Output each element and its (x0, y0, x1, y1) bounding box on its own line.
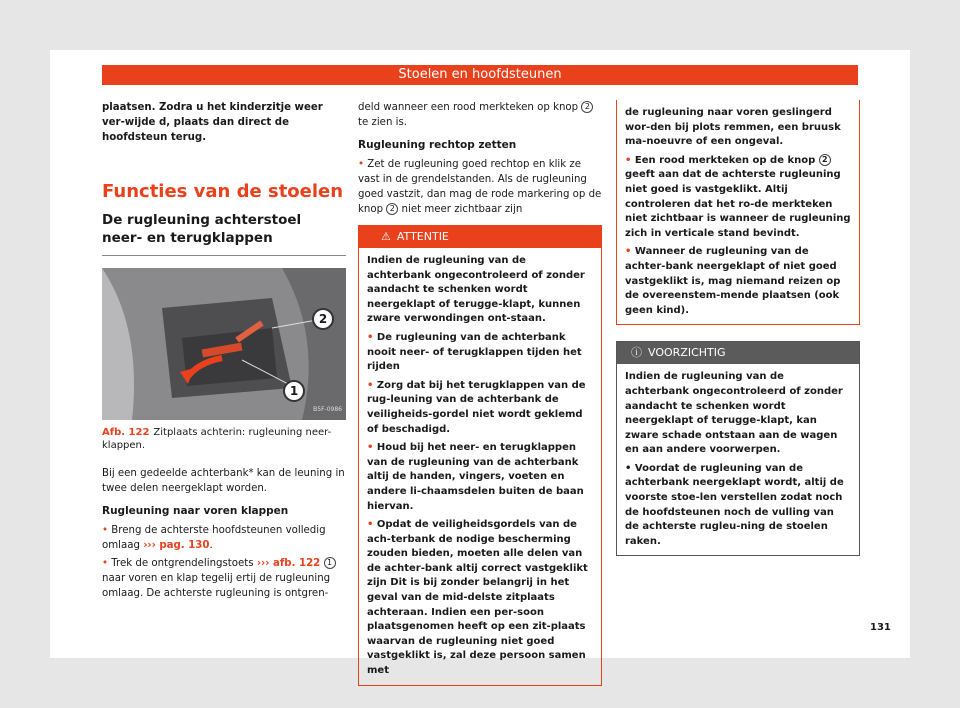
figure-code: B5F-0986 (313, 406, 342, 413)
callout-ref-2: 2 (819, 154, 831, 166)
callout-ref-1: 1 (324, 557, 336, 569)
caption-text: Zitplaats achterin: rugleuning neer-klappen. (102, 427, 332, 451)
bullet-icon: • (102, 558, 109, 569)
bullet-icon: • (625, 154, 632, 166)
figure-caption (102, 426, 346, 452)
paragraph-1: Bij een gedeelde achterbank* kan de leuning in twee delen neergeklapt worden. (102, 468, 345, 494)
caution-box (616, 341, 860, 556)
info-icon: ⓘ (631, 346, 642, 360)
warning-box (358, 225, 602, 686)
warning-icon: ⚠ (381, 230, 391, 243)
callout-ref-2: 2 (581, 101, 593, 113)
bullet-3: • Zet de rugleuning goed rechtop en klik ze vast in de grendelstanden. Als de rugleuning goed vastzit, dan mag de rode markering op de knop 2 niet meer zichtbaar zijn (358, 159, 602, 215)
bullet-1: • Breng de achterste hoofdsteunen volledig omlaag ››› pag. 130. (102, 525, 326, 551)
seat-illustration (102, 268, 346, 420)
callout-ref-2: 2 (386, 203, 398, 215)
warning-header: ⚠ ATTENTIE (359, 226, 601, 248)
figure-seat-image (102, 268, 346, 420)
callout-1: 1 (283, 380, 305, 402)
bullet-icon: • (625, 246, 632, 258)
section-title: Functies van de stoelen (102, 181, 344, 202)
continuation-paragraph: deld wanneer een rood merkteken op knop 2 te zien is. (358, 100, 602, 130)
heading-forward: Rugleuning naar voren klappen (102, 505, 289, 517)
bullet-2: • Trek de ontgrendelingstoets ››› afb. 122 1 naar voren en klap tegelij ertij de rugleuning omlaag. De achterste rugleuning is ontgren- (102, 556, 346, 601)
callout-2: 2 (312, 308, 334, 330)
bullet-icon: • (102, 525, 109, 536)
bullet-icon: • (367, 379, 374, 391)
page-number: 131 (870, 622, 891, 633)
caution-header: ⓘ VOORZICHTIG (617, 342, 859, 364)
page-link[interactable]: ››› pag. 130 (143, 540, 210, 551)
column-1 (102, 100, 346, 609)
bullet-icon: • (367, 331, 374, 343)
chapter-header: Stoelen en hoofdsteunen (102, 65, 858, 85)
heading-upright: Rugleuning rechtop zetten (358, 139, 517, 151)
subsection-title: De rugleuning achterstoel neer- en terugklappen (102, 211, 346, 256)
intro-paragraph: plaatsen. Zodra u het kinderzitje weer ver-wijde d, plaats dan direct de hoofdsteun terug. (102, 102, 323, 143)
warning-box-continued: de rugleuning naar voren geslingerd wor-den bij plots remmen, een bruusk ma-noeuvre of een ongeval. • Een rood merkteken op de knop 2 geeft aan dat de achterste rugleuning niet goed is vastgeklikt. Altij controleren dat het ro-de merkteken niet zichtbaar is wanneer de rugleuning zich in verticale stand bevindt. • Wanneer de rugleuning van de achter-bank neergeklapt of niet goed vastgeklikt is, mag niemand reizen op de overeenstem-mende plaatsen (ook geen kind). (616, 100, 860, 325)
column-3 (616, 100, 860, 556)
warning-body: Indien de rugleuning van de achterbank ongecontroleerd of zonder aandacht te schenken wordt neergeklapt of terugge-klapt, kunnen zware verwondingen ont-staan. • De rugleuning van de achterbank nooit neer- of terugklappen tijden het rijden • Zorg dat bij het terugklappen van de rug-leuning van de achterbank de veiligheids-gordel niet wordt geklemd of beschadigd. • Houd bij het neer- en terugklappen van de rugleuning van de achterbank altij de handen, vingers, voeten en andere li-chaamsdelen buiten de baan hiervan. • Opdat de veiligheidsgordels van de ach-terbank de nodige bescherming zouden bieden, moeten alle delen van de achter-bank altij correct vastgeklikt zijn Dit is bij zonder belangrij in het geval van de mid-delste zitplaats achteraan. Indien een per-soon plaatsgenomen heeft op een zit-plaats waarvan de rugleuning niet goed vastgeklikt is, zal deze persoon samen met (367, 255, 588, 677)
caution-body: Indien de rugleuning van de achterbank ongecontroleerd of zonder aandacht te schenken wordt neergeklapt of terugge-klapt, kan zware schade ontstaan aan de wagen en aan andere voorwerpen. • Voordat de rugleuning van de achterbank neergeklapt wordt, altij de voorste stoe-len verstellen zodat noch de hoofdsteunen noch de vulling van de achterste rugleu-ning de stoelen raken. (625, 371, 844, 547)
caption-label: Afb. 122 (102, 427, 150, 438)
bullet-icon: • (367, 442, 374, 454)
bullet-icon: • (358, 159, 365, 170)
bullet-icon: • (367, 519, 374, 531)
figure-link[interactable]: ››› afb. 122 (256, 558, 321, 569)
document-page (50, 50, 910, 677)
bullet-icon: • (625, 462, 632, 474)
column-2 (358, 100, 602, 686)
